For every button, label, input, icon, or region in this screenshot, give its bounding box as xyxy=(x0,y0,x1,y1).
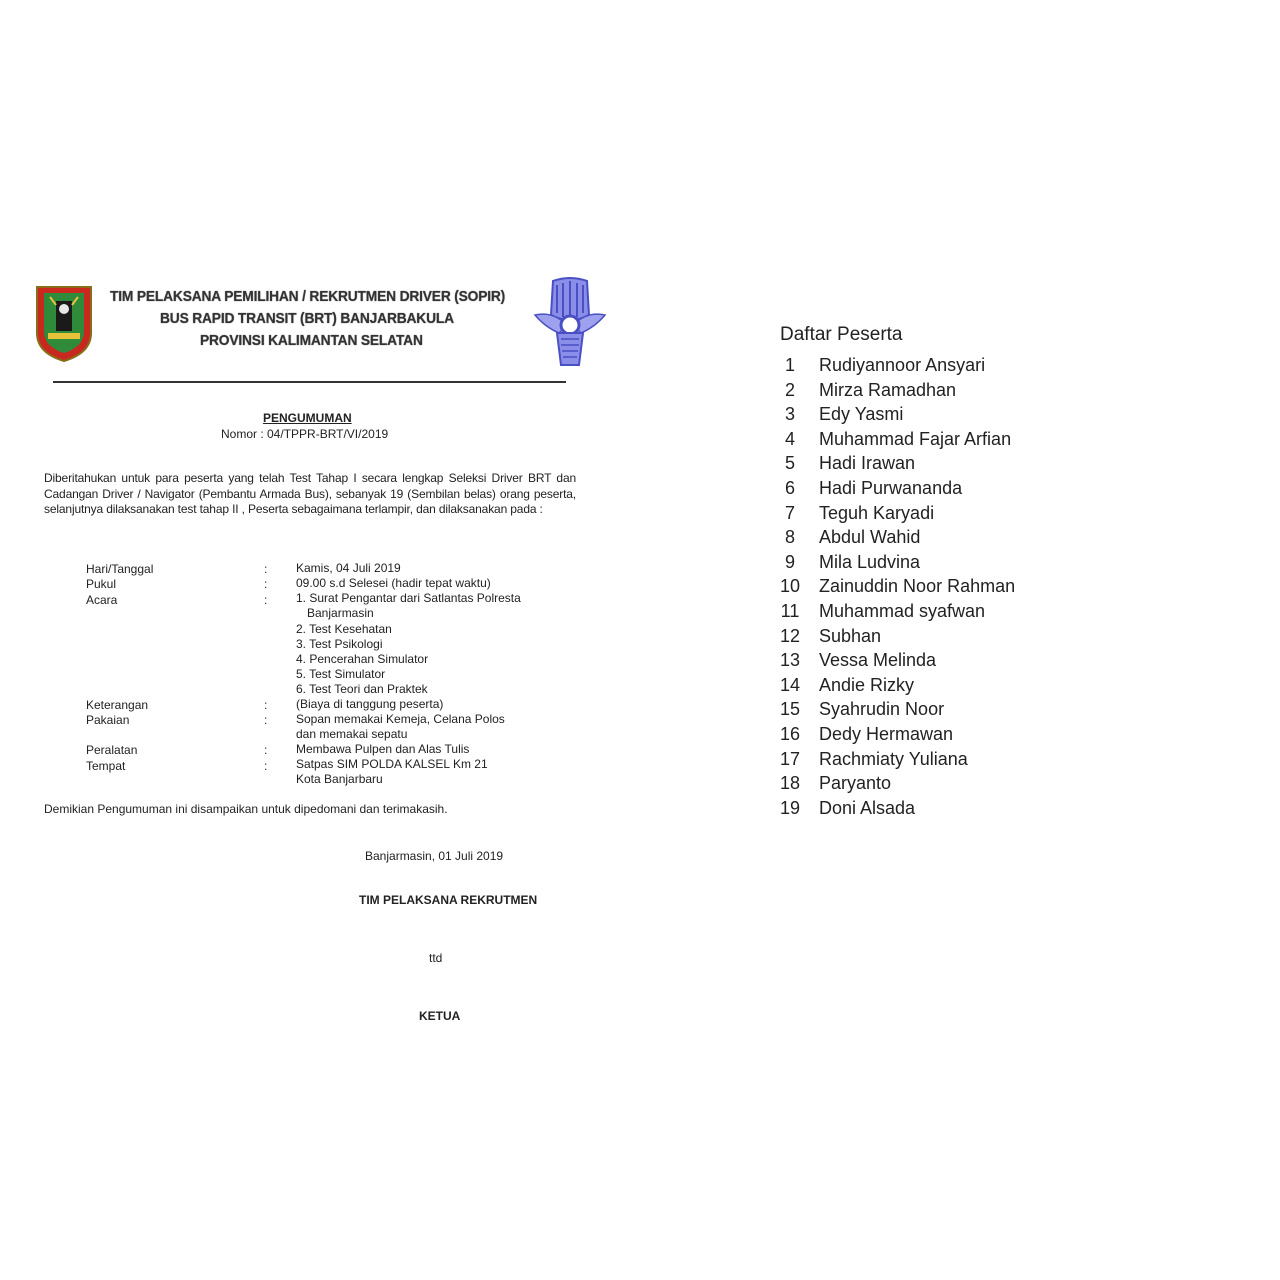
participant-name: Hadi Irawan xyxy=(819,453,916,473)
participant-name: Subhan xyxy=(819,626,882,646)
participant-number: 3 xyxy=(784,404,795,424)
hari-value: Kamis, 04 Juli 2019 xyxy=(296,561,401,575)
participant-number: 6 xyxy=(784,478,795,498)
tempat-label: Tempat xyxy=(86,759,126,773)
header-divider xyxy=(53,381,566,383)
keterangan-colon: : xyxy=(264,698,268,712)
acara-item: 6. Test Teori dan Praktek xyxy=(296,682,428,696)
peralatan-value: Membawa Pulpen dan Alas Tulis xyxy=(296,742,470,756)
announcement-title: PENGUMUMAN xyxy=(263,411,352,425)
keterangan-label: Keterangan xyxy=(86,698,149,712)
participants-title: Daftar Peserta xyxy=(780,324,903,345)
header-line-2: BUS RAPID TRANSIT (BRT) BANJARBAKULA xyxy=(160,310,454,327)
pakaian-value: Sopan memakai Kemeja, Celana Polos xyxy=(296,712,505,726)
participant-number: 14 xyxy=(779,675,801,695)
participant-name: Muhammad Fajar Arfian xyxy=(819,429,1012,449)
participant-name: Andie Rizky xyxy=(819,675,915,695)
acara-item: 1. Surat Pengantar dari Satlantas Polresta xyxy=(296,591,521,605)
participant-name: Syahrudin Noor xyxy=(819,699,945,719)
participant-name: Abdul Wahid xyxy=(819,527,921,547)
peralatan-label: Peralatan xyxy=(86,743,138,757)
acara-item: 5. Test Simulator xyxy=(296,667,386,681)
pukul-value: 09.00 s.d Selesei (hadir tepat waktu) xyxy=(296,576,491,590)
participant-number: 19 xyxy=(779,798,801,818)
participant-number: 15 xyxy=(779,699,801,719)
pakaian-label: Pakaian xyxy=(86,713,130,727)
participant-number: 18 xyxy=(779,773,801,793)
acara-label: Acara xyxy=(86,593,118,607)
provincial-crest-logo xyxy=(34,283,94,363)
participant-number: 8 xyxy=(784,527,795,547)
pukul-label: Pukul xyxy=(86,577,117,591)
announcement-number: Nomor : 04/TPPR-BRT/VI/2019 xyxy=(221,427,389,441)
participant-number: 1 xyxy=(784,355,795,375)
tempat-value: Satpas SIM POLDA KALSEL Km 21 xyxy=(296,757,488,771)
intro-paragraph: Diberitahukan untuk para peserta yang telah Test Tahap I secara lengkap Seleksi Driver BRT dan Cadangan Driver / Navigator (Pembantu Armada Bus), sebanyak 19 (Sembilan belas) orang peserta, selanjutnya dilaksanakan test tahap II , Peserta sebagaimana terlampir, dan dilaksanakan pada : xyxy=(44,471,576,516)
participant-number: 10 xyxy=(779,576,801,596)
acara-item: 2. Test Kesehatan xyxy=(296,622,392,636)
tempat-value: Kota Banjarbaru xyxy=(296,772,383,786)
police-emblem-logo xyxy=(533,275,607,369)
participant-name: Teguh Karyadi xyxy=(819,503,935,523)
participant-name: Dedy Hermawan xyxy=(819,724,954,744)
participant-number: 16 xyxy=(779,724,801,744)
peralatan-colon: : xyxy=(264,743,268,757)
hari-colon: : xyxy=(264,562,268,576)
participant-number: 11 xyxy=(780,601,800,621)
pakaian-value: dan memakai sepatu xyxy=(296,727,408,741)
acara-item: Banjarmasin xyxy=(307,606,374,620)
participant-name: Mila Ludvina xyxy=(819,552,921,572)
participant-number: 2 xyxy=(784,380,795,400)
hari-label: Hari/Tanggal xyxy=(86,562,154,576)
participant-name: Rachmiaty Yuliana xyxy=(819,749,968,769)
closing-statement: Demikian Pengumuman ini disampaikan untuk dipedomani dan terimakasih. xyxy=(44,802,448,816)
acara-item: 4. Pencerahan Simulator xyxy=(296,652,429,666)
acara-colon: : xyxy=(264,593,268,607)
participant-name: Vessa Melinda xyxy=(819,650,937,670)
header-line-3: PROVINSI KALIMANTAN SELATAN xyxy=(200,332,423,349)
participant-number: 17 xyxy=(779,749,801,769)
signature-ttd: ttd xyxy=(429,951,443,965)
tempat-colon: : xyxy=(264,759,268,773)
pukul-colon: : xyxy=(264,577,268,591)
participant-name: Muhammad syafwan xyxy=(819,601,986,621)
pakaian-colon: : xyxy=(264,713,268,727)
place-and-date: Banjarmasin, 01 Juli 2019 xyxy=(365,849,504,863)
signatory-title: KETUA xyxy=(419,1009,461,1023)
participant-number: 7 xyxy=(784,503,795,523)
participant-name: Paryanto xyxy=(819,773,892,793)
participant-name: Edy Yasmi xyxy=(819,404,904,424)
participant-number: 9 xyxy=(784,552,795,572)
participant-number: 5 xyxy=(784,453,795,473)
keterangan-value: (Biaya di tanggung peserta) xyxy=(296,697,444,711)
participant-name: Hadi Purwananda xyxy=(819,478,963,498)
participant-number: 12 xyxy=(779,626,801,646)
participant-number: 4 xyxy=(784,429,795,449)
acara-item: 3. Test Psikologi xyxy=(296,637,383,651)
participant-name: Mirza Ramadhan xyxy=(819,380,957,400)
header-line-1: TIM PELAKSANA PEMILIHAN / REKRUTMEN DRIVER (SOPIR) xyxy=(110,288,506,305)
participant-name: Doni Alsada xyxy=(819,798,916,818)
participant-number: 13 xyxy=(779,650,801,670)
signatory-team: TIM PELAKSANA REKRUTMEN xyxy=(359,893,538,907)
participant-name: Rudiyannoor Ansyari xyxy=(819,355,986,375)
participant-name: Zainuddin Noor Rahman xyxy=(819,576,1016,596)
